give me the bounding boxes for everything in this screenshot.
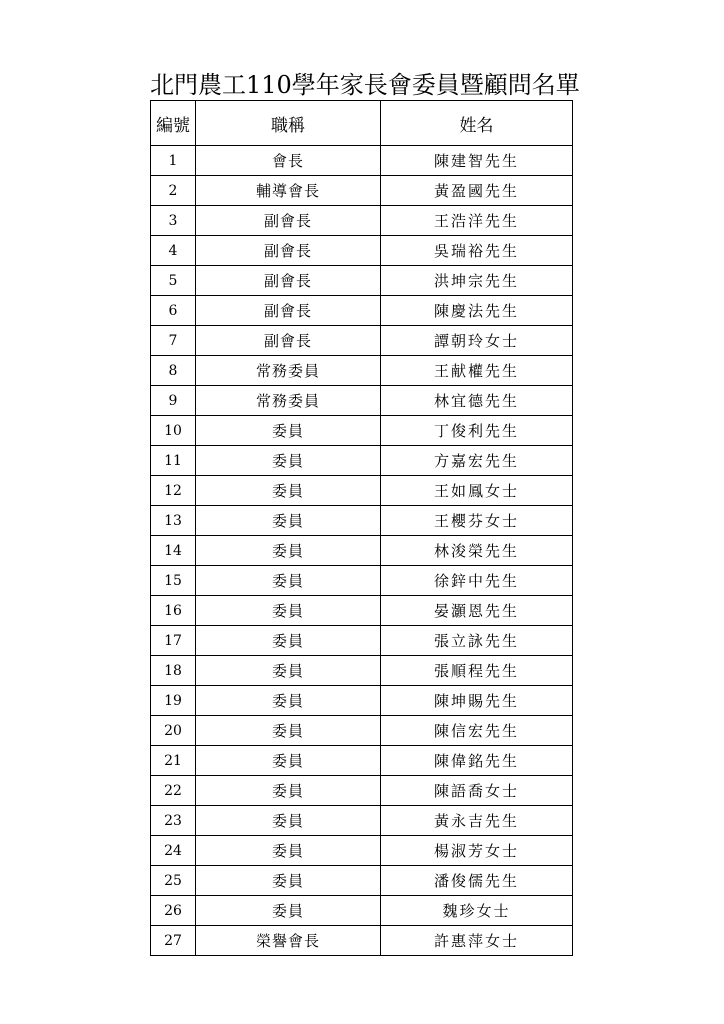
row-title: 副會長 <box>196 266 381 296</box>
row-title: 常務委員 <box>196 356 381 386</box>
row-name: 陳信宏先生 <box>381 716 573 746</box>
table-row <box>151 806 573 836</box>
row-title: 委員 <box>196 506 381 536</box>
member-table <box>150 100 573 956</box>
row-name: 丁俊利先生 <box>381 416 573 446</box>
row-title: 委員 <box>196 656 381 686</box>
row-title: 委員 <box>196 836 381 866</box>
row-number: 9 <box>151 386 196 416</box>
header-number: 編號 <box>151 101 196 146</box>
row-title: 常務委員 <box>196 386 381 416</box>
row-number: 24 <box>151 836 196 866</box>
row-name: 許惠萍女士 <box>381 926 573 956</box>
header-name: 姓名 <box>381 101 573 146</box>
row-number: 17 <box>151 626 196 656</box>
row-name: 吳瑞裕先生 <box>381 236 573 266</box>
row-number: 26 <box>151 896 196 926</box>
row-number: 21 <box>151 746 196 776</box>
table-row <box>151 566 573 596</box>
row-name: 張順程先生 <box>381 656 573 686</box>
table-row <box>151 356 573 386</box>
row-name: 林宜德先生 <box>381 386 573 416</box>
row-name: 林浚榮先生 <box>381 536 573 566</box>
row-number: 5 <box>151 266 196 296</box>
row-number: 4 <box>151 236 196 266</box>
row-name: 黃盈國先生 <box>381 176 573 206</box>
row-title: 委員 <box>196 566 381 596</box>
row-number: 1 <box>151 146 196 176</box>
row-number: 2 <box>151 176 196 206</box>
row-title: 輔導會長 <box>196 176 381 206</box>
row-name: 魏珍女士 <box>381 896 573 926</box>
table-row <box>151 236 573 266</box>
row-title: 委員 <box>196 866 381 896</box>
table-row <box>151 626 573 656</box>
row-name: 譚朝玲女士 <box>381 326 573 356</box>
row-title: 委員 <box>196 596 381 626</box>
table-row <box>151 506 573 536</box>
row-name: 晏灝恩先生 <box>381 596 573 626</box>
table-row <box>151 416 573 446</box>
table-row <box>151 296 573 326</box>
table-row <box>151 536 573 566</box>
row-number: 19 <box>151 686 196 716</box>
row-title: 委員 <box>196 476 381 506</box>
row-name: 徐鋅中先生 <box>381 566 573 596</box>
row-title: 副會長 <box>196 326 381 356</box>
row-number: 7 <box>151 326 196 356</box>
row-number: 11 <box>151 446 196 476</box>
table-row <box>151 596 573 626</box>
row-number: 27 <box>151 926 196 956</box>
row-title: 副會長 <box>196 206 381 236</box>
table-row <box>151 926 573 956</box>
row-title: 委員 <box>196 776 381 806</box>
row-name: 王如鳳女士 <box>381 476 573 506</box>
table-row <box>151 176 573 206</box>
table-row <box>151 746 573 776</box>
row-name: 王櫻芬女士 <box>381 506 573 536</box>
table-row <box>151 686 573 716</box>
row-name: 陳語喬女士 <box>381 776 573 806</box>
row-number: 22 <box>151 776 196 806</box>
row-title: 會長 <box>196 146 381 176</box>
row-title: 委員 <box>196 716 381 746</box>
table-row <box>151 326 573 356</box>
row-name: 黃永吉先生 <box>381 806 573 836</box>
header-title: 職稱 <box>196 101 381 146</box>
row-name: 陳坤賜先生 <box>381 686 573 716</box>
row-title: 委員 <box>196 416 381 446</box>
row-title: 委員 <box>196 806 381 836</box>
row-number: 25 <box>151 866 196 896</box>
row-name: 楊淑芳女士 <box>381 836 573 866</box>
row-title: 副會長 <box>196 236 381 266</box>
table-row <box>151 386 573 416</box>
row-title: 委員 <box>196 686 381 716</box>
row-title: 委員 <box>196 746 381 776</box>
table-row <box>151 206 573 236</box>
row-title: 委員 <box>196 896 381 926</box>
row-number: 12 <box>151 476 196 506</box>
row-name: 張立詠先生 <box>381 626 573 656</box>
row-title: 委員 <box>196 626 381 656</box>
row-name: 陳建智先生 <box>381 146 573 176</box>
table-row <box>151 656 573 686</box>
row-name: 陳慶法先生 <box>381 296 573 326</box>
row-name: 方嘉宏先生 <box>381 446 573 476</box>
row-name: 王献權先生 <box>381 356 573 386</box>
table-row <box>151 896 573 926</box>
row-number: 6 <box>151 296 196 326</box>
row-number: 18 <box>151 656 196 686</box>
row-title: 副會長 <box>196 296 381 326</box>
table-header-row <box>151 101 573 146</box>
row-number: 14 <box>151 536 196 566</box>
table-row <box>151 776 573 806</box>
row-number: 8 <box>151 356 196 386</box>
table-row <box>151 716 573 746</box>
row-name: 洪坤宗先生 <box>381 266 573 296</box>
row-number: 16 <box>151 596 196 626</box>
row-title: 榮譽會長 <box>196 926 381 956</box>
row-name: 陳偉銘先生 <box>381 746 573 776</box>
table-row <box>151 476 573 506</box>
row-title: 委員 <box>196 446 381 476</box>
row-number: 13 <box>151 506 196 536</box>
table-row <box>151 446 573 476</box>
row-number: 23 <box>151 806 196 836</box>
row-number: 15 <box>151 566 196 596</box>
row-name: 王浩洋先生 <box>381 206 573 236</box>
row-number: 3 <box>151 206 196 236</box>
table-row <box>151 266 573 296</box>
table-row <box>151 866 573 896</box>
table-row <box>151 146 573 176</box>
row-number: 10 <box>151 416 196 446</box>
row-number: 20 <box>151 716 196 746</box>
page-title: 北門農工110學年家長會委員暨顧問名單 <box>150 71 580 99</box>
row-name: 潘俊儒先生 <box>381 866 573 896</box>
table-body <box>151 146 573 956</box>
row-title: 委員 <box>196 536 381 566</box>
table-row <box>151 836 573 866</box>
